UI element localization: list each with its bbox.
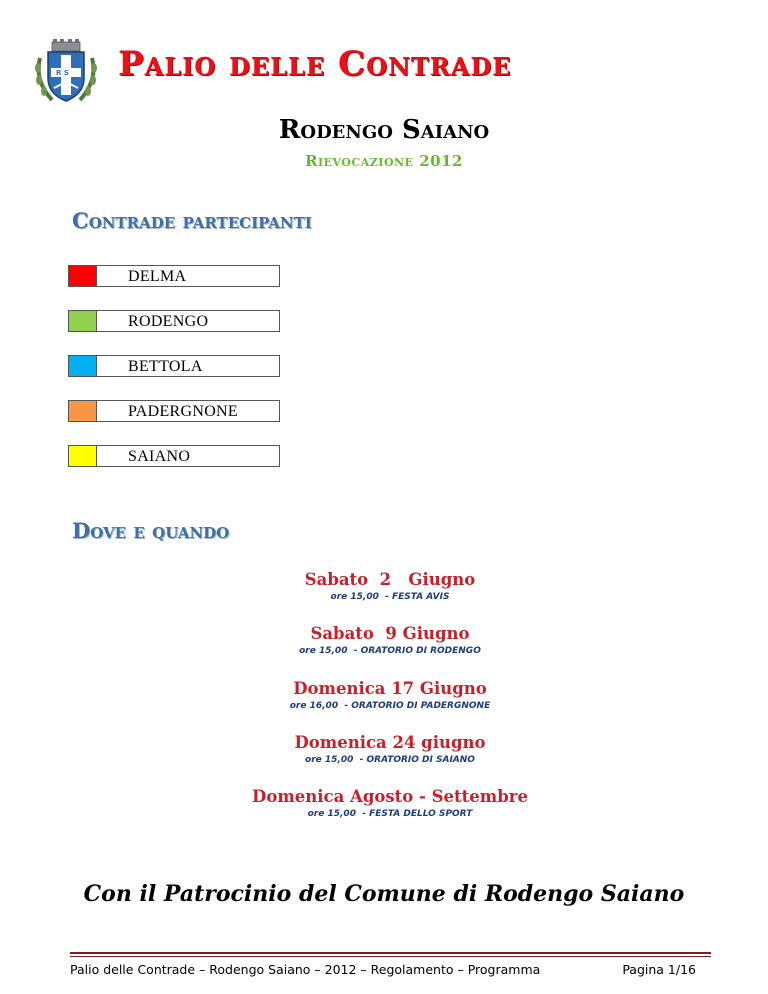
event-date: Domenica Agosto - Settembre (252, 787, 528, 806)
event-detail: ore 15,00 - ORATORIO DI RODENGO (299, 646, 481, 656)
schedule-event (0, 624, 768, 656)
schedule-event (0, 787, 768, 819)
schedule-heading: Dove e quando (72, 518, 230, 543)
contrada-name: BETTOLA (128, 358, 203, 375)
svg-text:R S: R S (56, 69, 69, 77)
event-date: Sabato 2 Giugno (304, 570, 476, 589)
event-detail: ore 15,00 - FESTA AVIS (330, 592, 450, 602)
participants-heading: Contrade partecipanti (72, 208, 312, 233)
page-title: Palio delle Contrade (118, 44, 512, 84)
contrada-color-swatch (69, 401, 97, 421)
event-date: Domenica 24 giugno (294, 733, 486, 752)
page-subtitle: Rodengo Saiano (278, 115, 490, 145)
contrada-item (68, 310, 280, 332)
edition-label: Rievocazione 2012 (305, 152, 463, 170)
contrada-color-swatch (69, 446, 97, 466)
footer-text: Palio delle Contrade – Rodengo Saiano – 2012 – Regolamento – Programma (70, 962, 541, 977)
event-detail: ore 15,00 - ORATORIO DI SAIANO (305, 755, 475, 765)
patronage-text: Con il Patrocinio del Comune di Rodengo Saiano (83, 881, 685, 907)
page-number: Pagina 1/16 (622, 962, 696, 977)
schedule-event (0, 679, 768, 711)
contrada-name: SAIANO (128, 448, 191, 465)
contrada-item (68, 445, 280, 467)
contrada-name: PADERGNONE (128, 403, 238, 420)
event-detail: ore 16,00 - ORATORIO DI PADERGNONE (289, 701, 491, 711)
footer-divider (70, 956, 711, 957)
event-date: Domenica 17 Giugno (293, 679, 487, 698)
event-date: Sabato 9 Giugno (310, 624, 470, 643)
schedule-event (0, 733, 768, 765)
contrada-item (68, 265, 280, 287)
contrada-color-swatch (69, 311, 97, 331)
contrada-item (68, 400, 280, 422)
contrada-item (68, 355, 280, 377)
contrada-color-swatch (69, 356, 97, 376)
contrada-name: RODENGO (128, 313, 209, 330)
footer-divider (70, 952, 711, 954)
municipal-crest-icon (30, 38, 102, 106)
contrada-color-swatch (69, 266, 97, 286)
event-detail: ore 15,00 - FESTA DELLO SPORT (307, 809, 473, 819)
contrada-name: DELMA (128, 268, 187, 285)
schedule-event (0, 570, 768, 602)
